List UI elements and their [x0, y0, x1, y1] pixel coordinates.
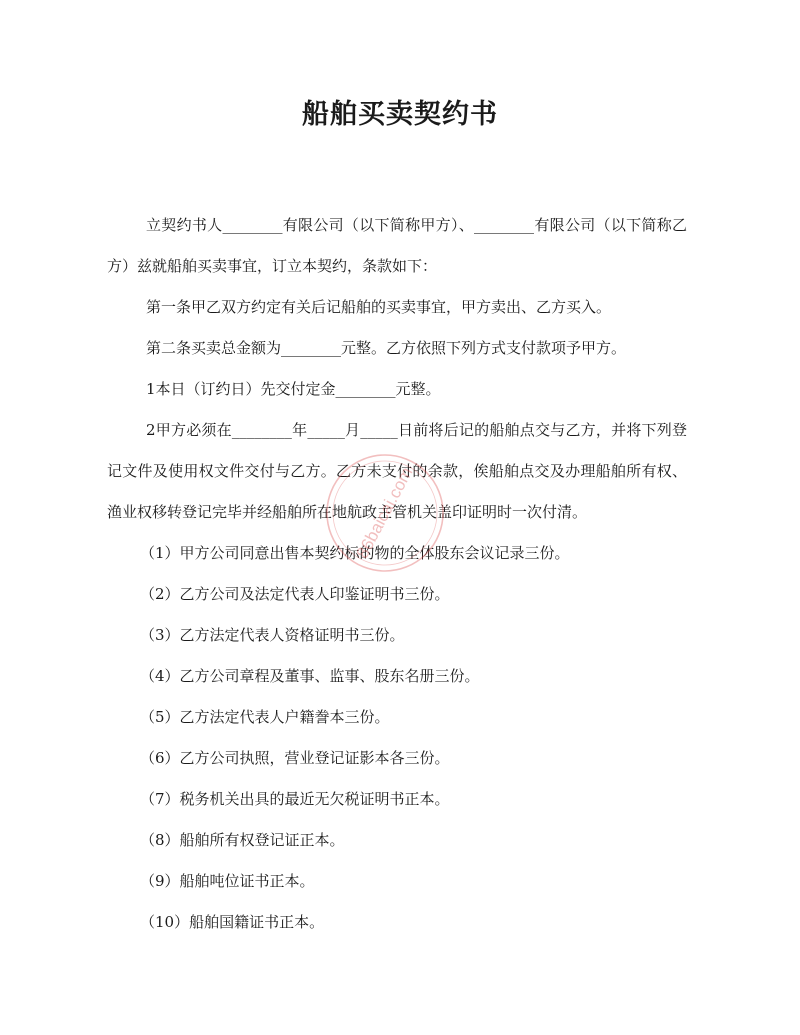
- list-item: （7）税务机关出具的最近无欠税证明书正本。: [140, 790, 450, 808]
- paragraph-article-2: 第二条买卖总金额为________元整。乙方依照下列方式支付款项予甲方。: [146, 339, 627, 357]
- paragraph-delivery: 2甲方必须在________年_____月_____日前将后记的船舶点交与乙方，并将下列登记文件及使用权文件交付与乙方。乙方未支付的余款，俟船舶点交及办理船舶所有权、渔业权移转登记完毕并经船舶所在地航政主管机关盖印证明时一次付清。: [107, 421, 687, 521]
- watermark-text: 86baicai.com: [352, 464, 417, 562]
- list-item: （1）甲方公司同意出售本契约标的物的全体股东会议记录三份。: [140, 544, 570, 562]
- document-title: 船舶买卖契约书: [302, 99, 498, 130]
- paragraph-deposit: 1本日（订约日）先交付定金________元整。: [146, 380, 441, 398]
- paragraph-article-1: 第一条甲乙双方约定有关后记船舶的买卖事宜，甲方卖出、乙方买入。: [146, 298, 612, 316]
- list-item: （3）乙方法定代表人资格证明书三份。: [140, 626, 405, 644]
- paragraph-parties: 立契约书人________有限公司（以下简称甲方）、________有限公司（以下简称乙方）兹就船舶买卖事宜，订立本契约，条款如下：: [107, 216, 687, 275]
- list-item: （10）船舶国籍证书正本。: [140, 913, 325, 931]
- document-body: [107, 205, 687, 943]
- list-item: （9）船舶吨位证书正本。: [140, 872, 315, 890]
- list-item: （2）乙方公司及法定代表人印鉴证明书三份。: [140, 585, 450, 603]
- list-item: （5）乙方法定代表人户籍誊本三份。: [140, 708, 390, 726]
- list-item: （4）乙方公司章程及董事、监事、股东名册三份。: [140, 667, 480, 685]
- list-item: （8）船舶所有权登记证正本。: [140, 831, 345, 849]
- list-item: （6）乙方公司执照，营业登记证影本各三份。: [140, 749, 450, 767]
